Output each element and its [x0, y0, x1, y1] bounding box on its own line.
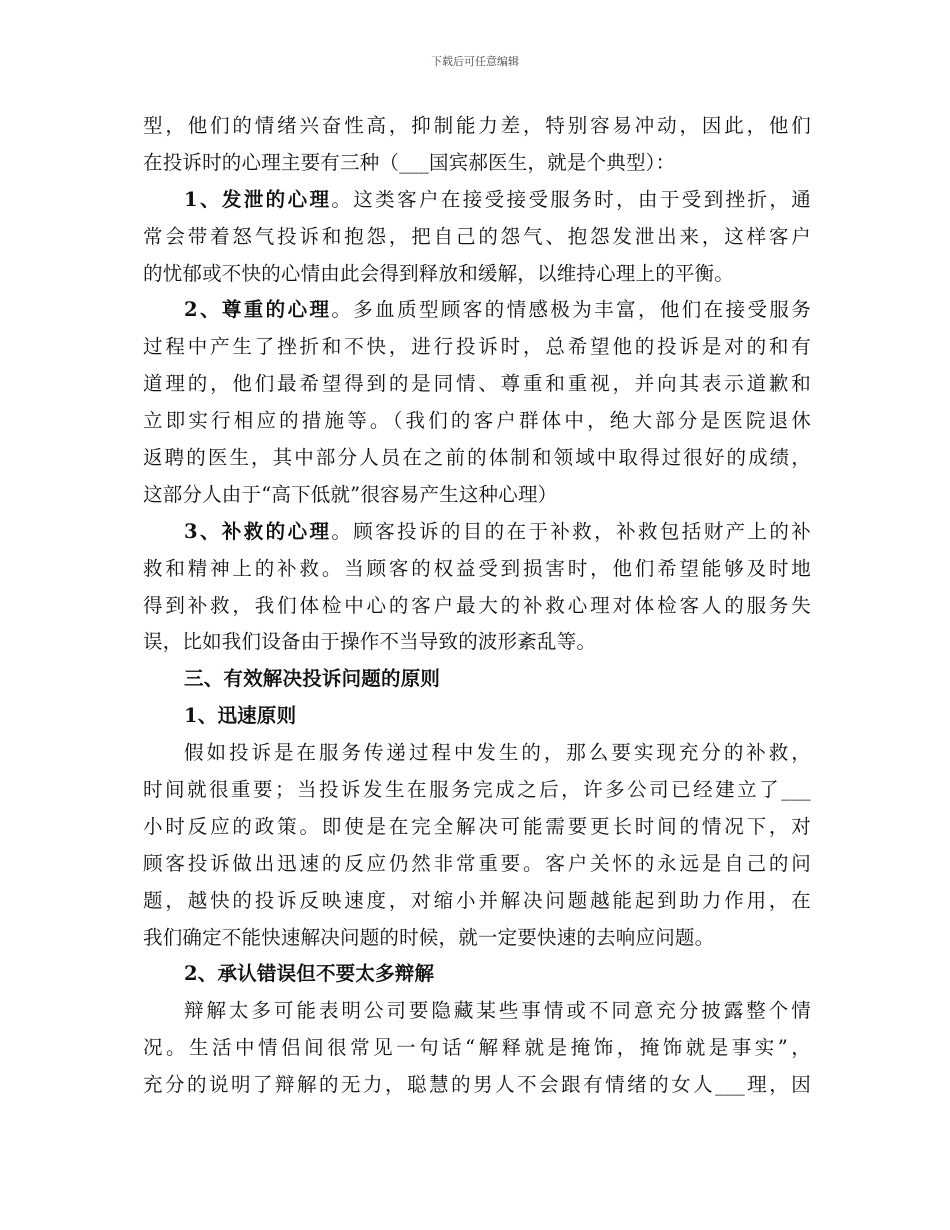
body-line: 这部分人由于“高下低就”很容易产生这种心理）	[143, 482, 558, 506]
body-line: 返聘的医生，其中部分人员在之前的体制和领域中取得过很好的成绩，	[143, 446, 811, 470]
paragraph-respect	[143, 292, 811, 329]
body-line: 况。生活中情侣间很常见一句话“解释就是掩饰，掩饰就是事实”，	[143, 1036, 811, 1060]
document-body	[143, 108, 811, 1104]
venting-text: 。这类客户在接受接受服务时，由于受到挫折，通	[331, 187, 811, 211]
body-line: 型，他们的情绪兴奋性高，抑制能力差，特别容易冲动，因此，他们	[143, 114, 811, 137]
respect-text: 。多血质型顾客的情感极为丰富，他们在接受服务	[331, 298, 811, 322]
body-line: 辩解太多可能表明公司要隐藏某些事情或不同意充分披露整个情	[184, 999, 811, 1023]
body-line: 我们确定不能快速解决问题的时候，就一定要快速的去响应问题。	[143, 925, 715, 949]
respect-heading: 2、尊重的心理	[184, 298, 332, 322]
body-line: 得到补救，我们体检中心的客户最大的补救心理对体检客人的服务失	[143, 593, 811, 617]
body-line: 常会带着怒气投诉和抱怨，把自己的怨气、抱怨发泄出来，这样客户	[143, 224, 811, 248]
body-line: 误，比如我们设备由于操作不当导致的波形紊乱等。	[143, 630, 597, 654]
venting-heading: 1、发泄的心理	[184, 187, 332, 211]
body-line: 时间就很重要；当投诉发生在服务完成之后，许多公司已经建立了___	[143, 778, 811, 802]
body-line: 在投诉时的心理主要有三种（___国宾郝医生，就是个典型）：	[143, 150, 676, 174]
body-line: 立即实行相应的措施等。（我们的客户群体中，绝大部分是医院退休	[143, 409, 811, 433]
body-line: 的忧郁或不快的心情由此会得到释放和缓解，以维持心理上的平衡。	[143, 261, 735, 285]
body-line: 过程中产生了挫折和不快，进行投诉时，总希望他的投诉是对的和有	[143, 335, 811, 359]
body-line: 救和精神上的补救。当顾客的权益受到损害时，他们希望能够及时地	[143, 556, 811, 580]
paragraph-remedy	[143, 514, 811, 551]
body-line: 顾客投诉做出迅速的反应仍然非常重要。客户关怀的永远是自己的问	[143, 851, 811, 875]
page-header: 下载后可任意编辑	[431, 55, 519, 68]
body-line: 题，越快的投诉反映速度，对缩小并解决问题越能起到助力作用，在	[143, 888, 811, 912]
section-heading-principles: 三、有效解决投诉问题的原则	[184, 667, 441, 691]
paragraph-venting	[143, 182, 811, 219]
subheading-admit-errors: 2、承认错误但不要太多辩解	[184, 962, 435, 986]
subheading-speed-principle: 1、迅速原则	[184, 704, 297, 728]
body-line: 充分的说明了辩解的无力，聪慧的男人不会跟有情绪的女人___理，因	[143, 1073, 811, 1097]
remedy-text: 。顾客投诉的目的在于补救，补救包括财产上的补	[331, 519, 811, 543]
body-line: 小时反应的政策。即使是在完全解决可能需要更长时间的情况下，对	[143, 814, 811, 838]
remedy-heading: 3、补救的心理	[184, 519, 332, 543]
body-line: 假如投诉是在服务传递过程中发生的，那么要实现充分的补救，	[184, 741, 811, 765]
body-line: 道理的，他们最希望得到的是同情、尊重和重视，并向其表示道歉和	[143, 372, 811, 396]
